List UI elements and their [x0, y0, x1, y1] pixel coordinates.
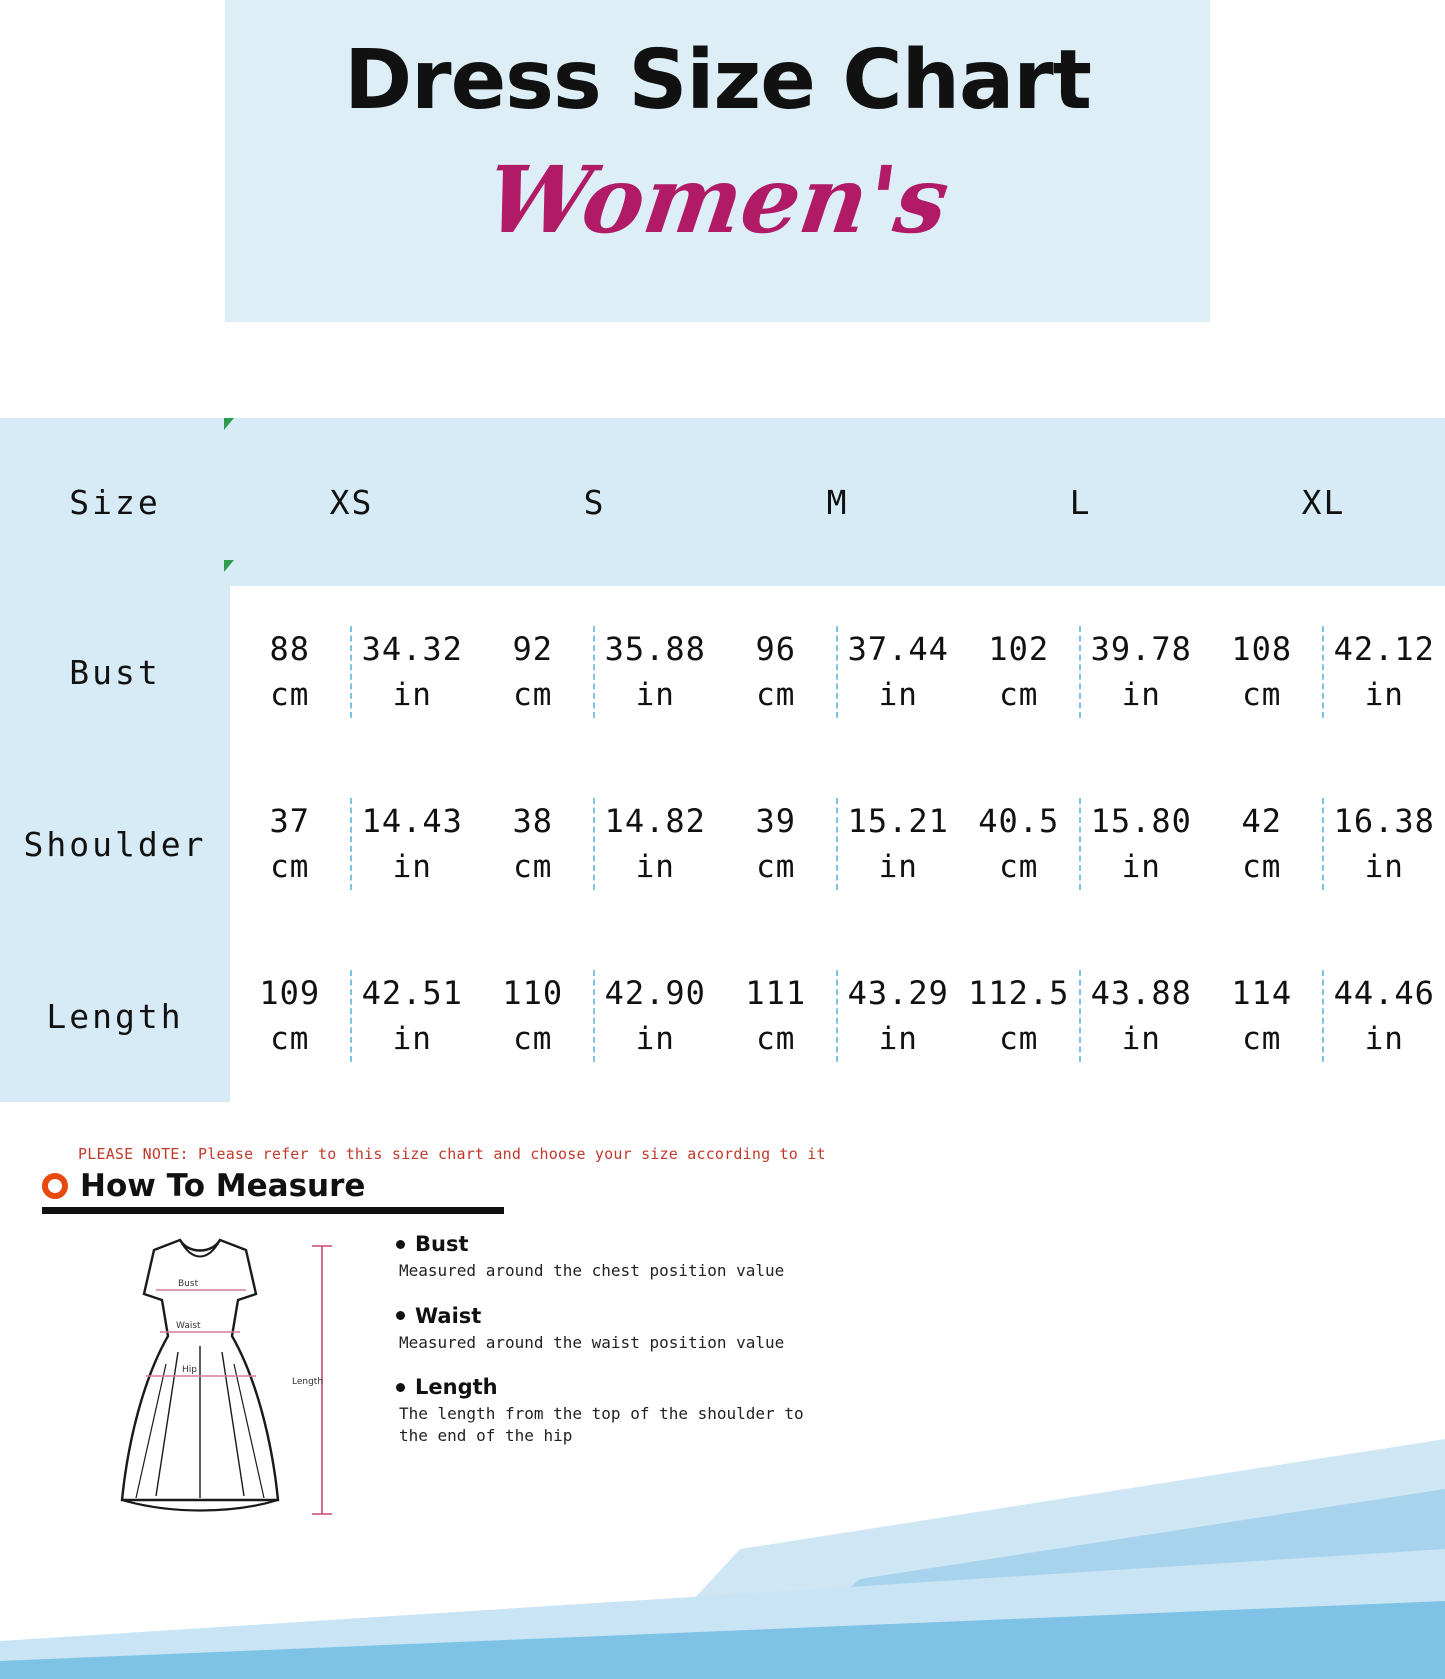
row-label-length: Length	[0, 930, 230, 1102]
value-unit: in	[1121, 676, 1161, 713]
cell-value-cm	[1202, 626, 1324, 717]
value-number: 39.78	[1090, 630, 1192, 669]
cell-value-cm	[1202, 970, 1324, 1061]
cell-bust-l	[959, 586, 1202, 758]
value-number: 35.88	[604, 630, 706, 669]
value-unit: cm	[1242, 1020, 1282, 1057]
cell-value-cm	[230, 798, 352, 889]
row-label-bust: Bust	[0, 586, 230, 758]
value-unit: in	[878, 676, 918, 713]
value-unit: cm	[270, 848, 310, 885]
value-number: 43.88	[1090, 974, 1192, 1013]
value-number: 44.46	[1333, 974, 1435, 1013]
value-unit: in	[392, 1020, 432, 1057]
value-number: 43.29	[847, 974, 949, 1013]
measure-desc-bust: Measured around the chest position value	[399, 1261, 785, 1280]
row-label-shoulder: Shoulder	[0, 758, 230, 930]
cell-value-cm	[716, 626, 838, 717]
cell-value-in	[838, 798, 960, 889]
cell-value-in	[1324, 970, 1445, 1061]
header-banner	[225, 0, 1210, 322]
cell-bust-xl	[1202, 586, 1445, 758]
value-number: 112.5	[968, 974, 1070, 1013]
cell-value-cm	[716, 798, 838, 889]
cell-value-in	[1324, 626, 1445, 717]
cell-value-cm	[959, 798, 1081, 889]
how-to-measure-header	[42, 1168, 512, 1204]
cell-value-in	[1324, 798, 1445, 889]
header-size-s: S	[583, 482, 606, 522]
header-size-label: Size	[69, 482, 161, 522]
value-unit: cm	[756, 1020, 796, 1057]
measure-name-length: Length	[415, 1375, 498, 1400]
value-number: 96	[755, 630, 797, 669]
value-unit: cm	[999, 848, 1039, 885]
value-number: 15.21	[847, 802, 949, 841]
cell-value-cm	[473, 798, 595, 889]
table-row	[0, 930, 1445, 1102]
header-size-l: L	[1069, 482, 1092, 522]
svg-text:Bust: Bust	[178, 1279, 199, 1289]
header-size-m: M	[826, 482, 849, 522]
corner-marker-icon	[224, 418, 234, 430]
divider	[42, 1207, 504, 1214]
value-number: 40.5	[978, 802, 1060, 841]
cell-length-xs	[230, 930, 473, 1102]
cell-value-in	[352, 626, 474, 717]
value-unit: cm	[270, 676, 310, 713]
how-to-measure-title: How To Measure	[80, 1168, 366, 1204]
value-number: 16.38	[1333, 802, 1435, 841]
value-unit: cm	[999, 1020, 1039, 1057]
cell-bust-xs	[230, 586, 473, 758]
value-unit: in	[1364, 1020, 1404, 1057]
value-number: 88	[269, 630, 311, 669]
cell-length-l	[959, 930, 1202, 1102]
cell-value-cm	[230, 626, 352, 717]
value-unit: in	[392, 676, 432, 713]
please-note-text: PLEASE NOTE: Please refer to this size chart and choose your size according to it	[78, 1145, 826, 1163]
page-subtitle: Women's	[480, 146, 956, 254]
cell-value-in	[1081, 798, 1203, 889]
value-unit: cm	[756, 848, 796, 885]
bullet-icon	[396, 1240, 405, 1249]
size-chart-table-wrap	[0, 418, 1445, 1102]
cell-value-cm	[230, 970, 352, 1061]
cell-value-in	[352, 798, 474, 889]
value-number: 14.43	[361, 802, 463, 841]
value-number: 42	[1241, 802, 1283, 841]
cell-value-cm	[473, 626, 595, 717]
value-number: 109	[259, 974, 321, 1013]
value-unit: in	[1121, 848, 1161, 885]
value-number: 42.12	[1333, 630, 1435, 669]
measure-name-waist: Waist	[415, 1303, 482, 1328]
value-number: 42.51	[361, 974, 463, 1013]
cell-value-cm	[716, 970, 838, 1061]
value-number: 111	[745, 974, 807, 1013]
value-number: 108	[1231, 630, 1293, 669]
table-row	[0, 586, 1445, 758]
value-number: 102	[988, 630, 1050, 669]
cell-bust-m	[716, 586, 959, 758]
cell-value-in	[1081, 970, 1203, 1061]
value-unit: in	[1364, 676, 1404, 713]
value-number: 42.90	[604, 974, 706, 1013]
value-number: 110	[502, 974, 564, 1013]
corner-marker-icon-2	[224, 560, 234, 572]
cell-value-cm	[1202, 798, 1324, 889]
value-unit: cm	[1242, 676, 1282, 713]
cell-length-s	[473, 930, 716, 1102]
cell-value-cm	[959, 626, 1081, 717]
value-unit: in	[635, 848, 675, 885]
cell-value-cm	[959, 970, 1081, 1061]
svg-text:Length: Length	[292, 1377, 324, 1387]
cell-value-cm	[473, 970, 595, 1061]
cell-value-in	[595, 970, 717, 1061]
value-number: 39	[755, 802, 797, 841]
value-number: 37.44	[847, 630, 949, 669]
value-unit: cm	[1242, 848, 1282, 885]
cell-value-in	[352, 970, 474, 1061]
measure-name-bust: Bust	[415, 1232, 469, 1256]
cell-shoulder-xl	[1202, 758, 1445, 930]
value-unit: in	[635, 676, 675, 713]
value-unit: cm	[270, 1020, 310, 1057]
value-unit: in	[878, 848, 918, 885]
value-unit: in	[392, 848, 432, 885]
value-number: 114	[1231, 974, 1293, 1013]
value-unit: in	[635, 1020, 675, 1057]
measure-desc-waist: Measured around the waist position value	[399, 1332, 785, 1352]
cell-value-in	[595, 798, 717, 889]
value-unit: cm	[756, 676, 796, 713]
value-number: 37	[269, 802, 311, 841]
decorative-waves	[0, 1249, 1445, 1679]
cell-value-in	[595, 626, 717, 717]
value-unit: in	[1121, 1020, 1161, 1057]
cell-bust-s	[473, 586, 716, 758]
size-chart-table	[0, 418, 1445, 1102]
value-number: 15.80	[1090, 802, 1192, 841]
cell-shoulder-s	[473, 758, 716, 930]
value-unit: cm	[999, 676, 1039, 713]
value-number: 14.82	[604, 802, 706, 841]
value-unit: cm	[513, 848, 553, 885]
cell-shoulder-l	[959, 758, 1202, 930]
cell-shoulder-m	[716, 758, 959, 930]
value-unit: cm	[513, 1020, 553, 1057]
value-number: 38	[512, 802, 554, 841]
table-header-row	[0, 418, 1445, 586]
cell-value-in	[838, 970, 960, 1061]
cell-shoulder-xs	[230, 758, 473, 930]
header-size-xs: XS	[329, 482, 374, 522]
value-unit: in	[1364, 848, 1404, 885]
cell-value-in	[1081, 626, 1203, 717]
svg-text:Hip: Hip	[182, 1365, 197, 1375]
page-title: Dress Size Chart	[344, 33, 1091, 128]
cell-value-in	[838, 626, 960, 717]
value-unit: cm	[513, 676, 553, 713]
measure-desc-length: The length from the top of the shoulder to the end of the hip	[399, 1404, 804, 1445]
header-size-xl: XL	[1301, 482, 1346, 522]
svg-text:Waist: Waist	[176, 1321, 201, 1331]
cell-length-m	[716, 930, 959, 1102]
ring-icon	[42, 1173, 68, 1199]
table-row	[0, 758, 1445, 930]
cell-length-xl	[1202, 930, 1445, 1102]
value-number: 92	[512, 630, 554, 669]
value-number: 34.32	[361, 630, 463, 669]
value-unit: in	[878, 1020, 918, 1057]
